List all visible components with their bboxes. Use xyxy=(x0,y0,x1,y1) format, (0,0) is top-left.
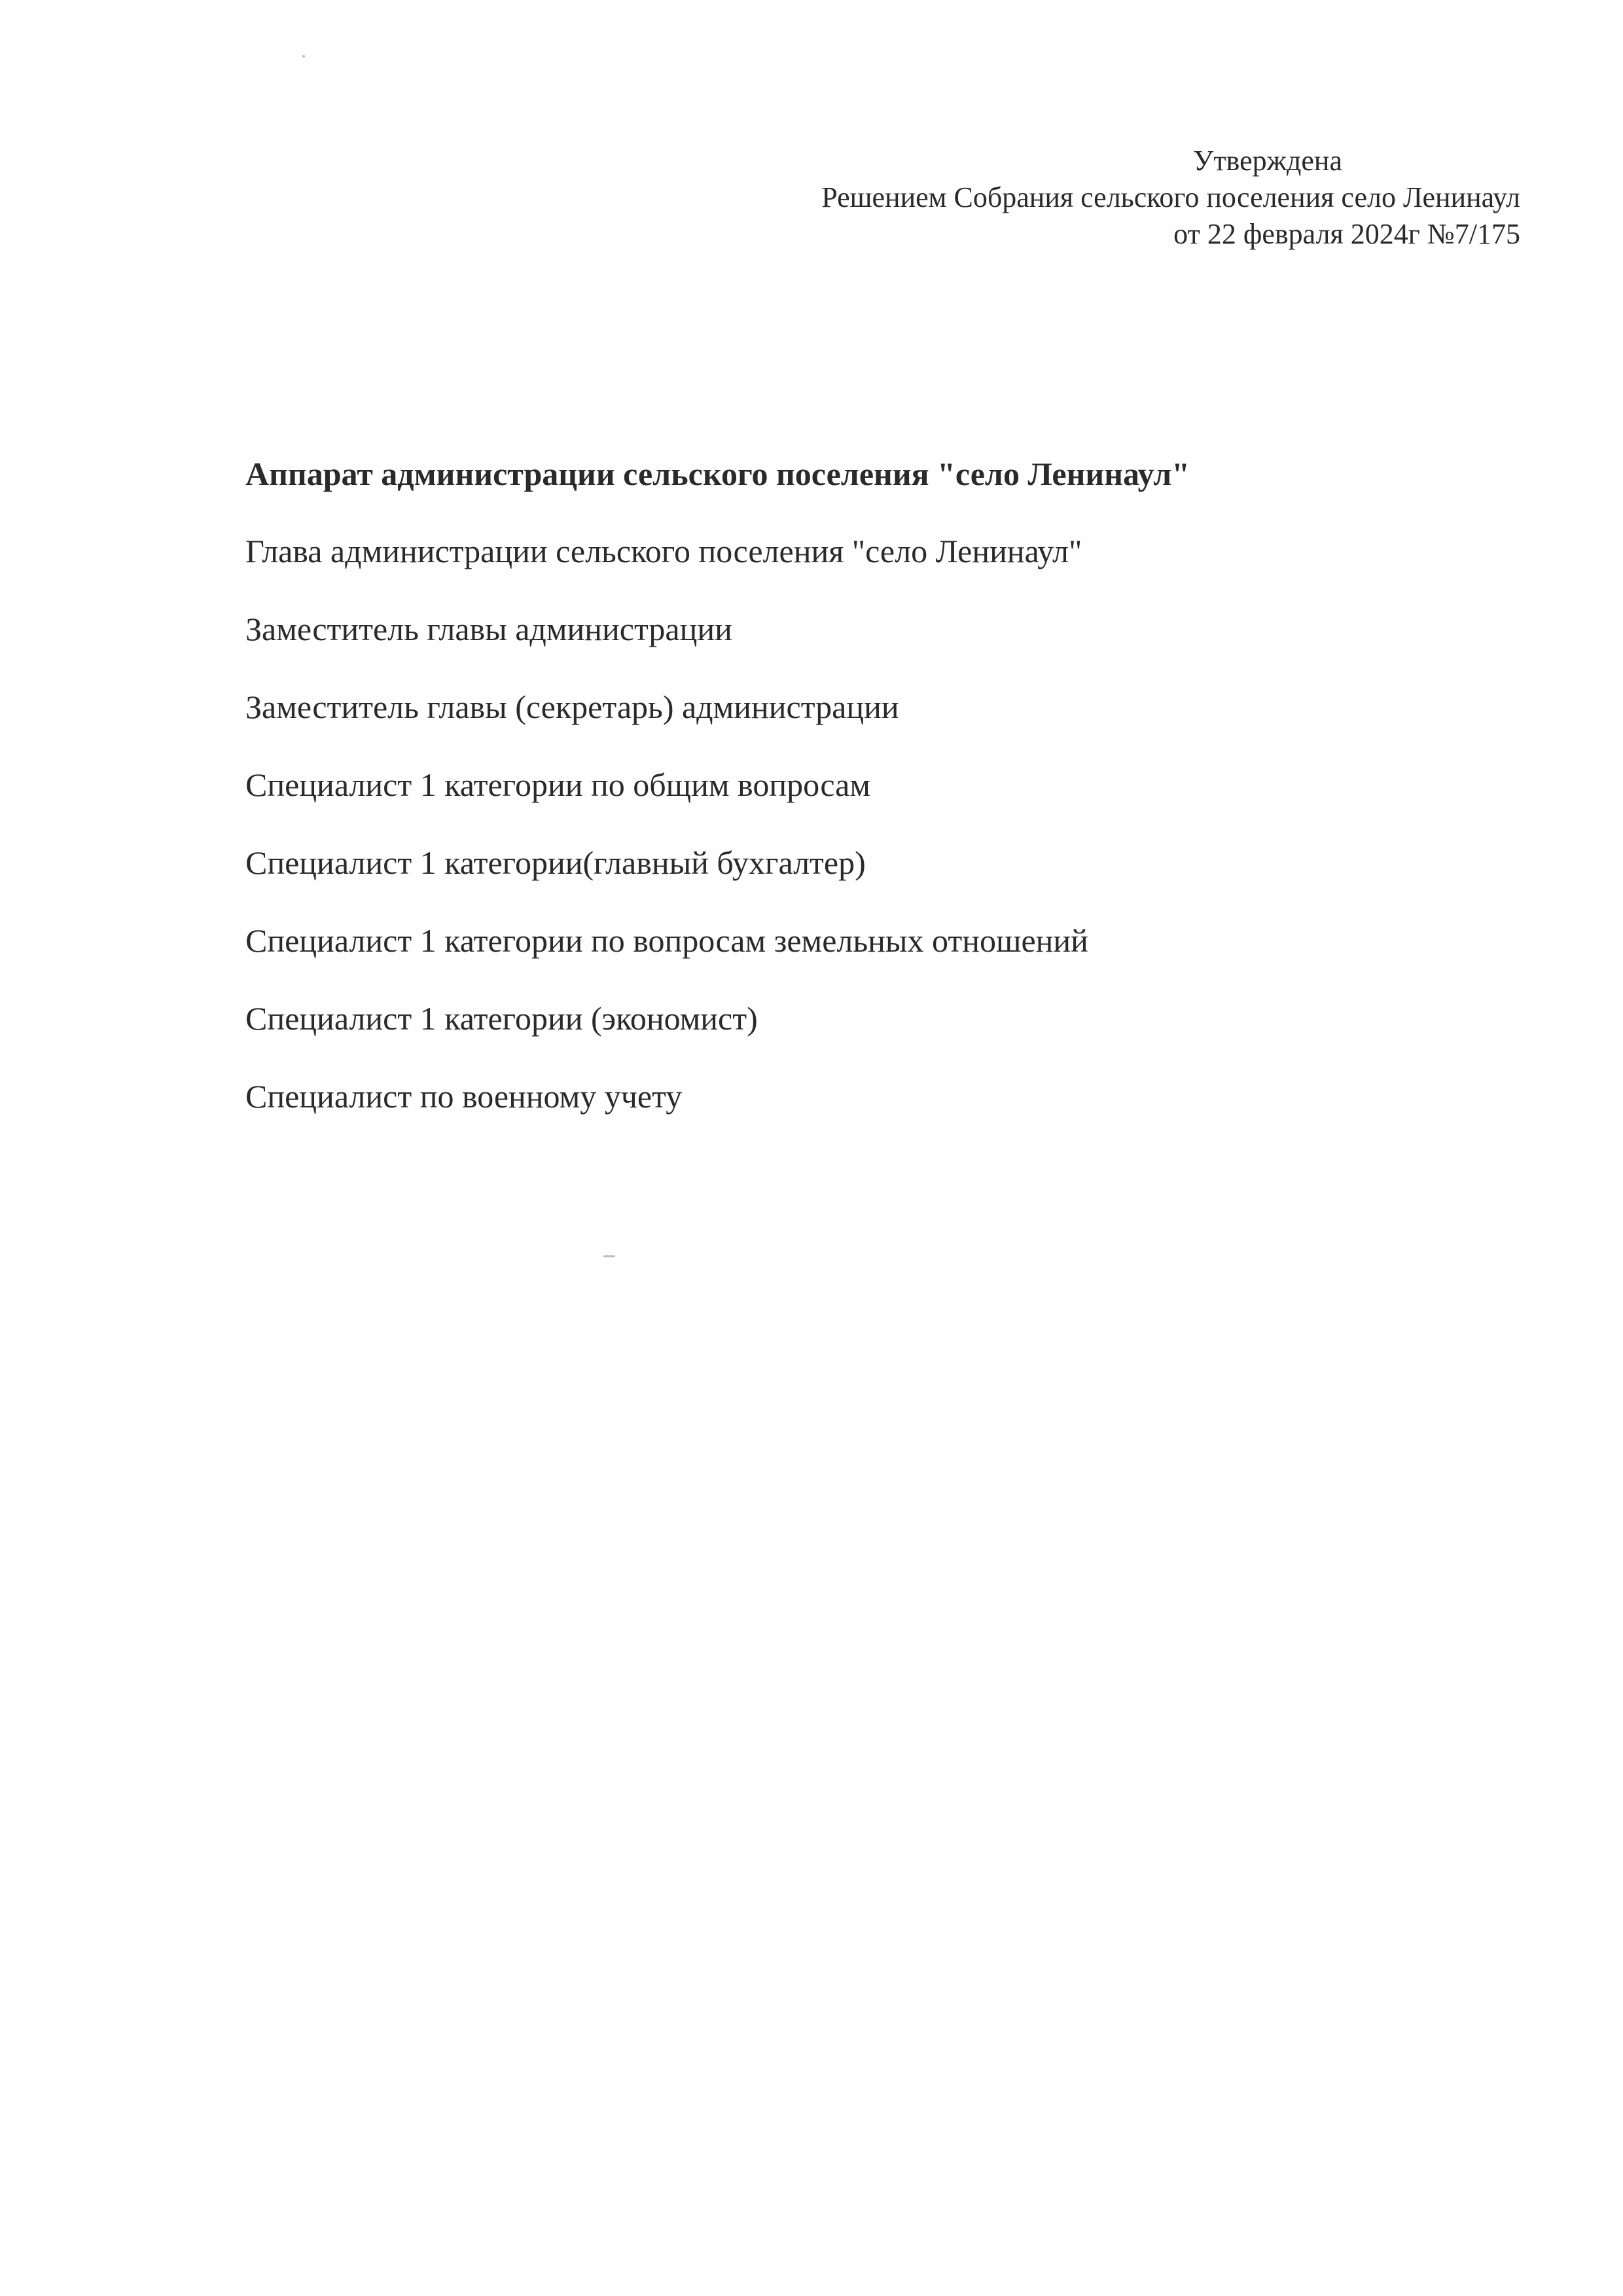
position-item: Специалист 1 категории по общим вопросам xyxy=(245,766,870,803)
position-item: Специалист 1 категории по вопросам земельных отношений xyxy=(245,922,1088,959)
scan-speck xyxy=(302,55,305,58)
scan-speck xyxy=(603,1255,615,1257)
approval-block xyxy=(821,143,1520,253)
positions-list xyxy=(245,531,1088,1155)
position-item: Специалист 1 категории(главный бухгалтер) xyxy=(245,844,866,881)
position-item: Специалист 1 категории (экономист) xyxy=(245,1000,758,1037)
position-item: Заместитель главы (секретарь) администрации xyxy=(245,689,899,725)
org-title: Аппарат администрации сельского поселения "село Ленинаул" xyxy=(245,456,1190,492)
approval-decision: Решением Собрания сельского поселения село Ленинаул xyxy=(821,181,1520,213)
approval-date-number: от 22 февраля 2024г №7/175 xyxy=(1173,218,1520,250)
position-item: Специалист по военному учету xyxy=(245,1078,683,1115)
position-item: Глава администрации сельского поселения "село Ленинаул" xyxy=(245,533,1082,569)
position-item: Заместитель главы администрации xyxy=(245,611,732,647)
approval-status: Утверждена xyxy=(1193,145,1342,177)
